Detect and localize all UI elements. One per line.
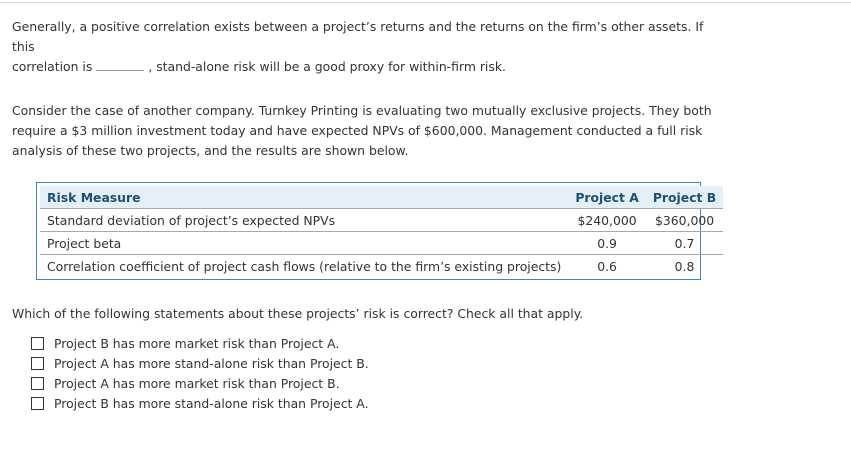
option-3[interactable] [31,373,369,393]
row-label-beta: Project beta [40,232,568,255]
project-a-correlation: 0.6 [597,258,617,274]
project-b-correlation: 0.8 [674,258,695,274]
header-project-b: Project B [646,186,723,209]
row-label-correlation: Correlation coefficient of project cash flows (relative to the firm’s existing projects) [47,258,562,274]
project-a-std-dev: $240,000 [568,209,646,232]
table-row [40,209,723,232]
option-1[interactable] [31,333,369,353]
option-3-label[interactable]: Project A has more market risk than Project B. [54,375,340,391]
header-risk-measure: Risk Measure [40,186,568,209]
option-4[interactable] [31,393,369,413]
project-b-std-dev: $360,000 [646,209,723,232]
intro-line-1: Generally, a positive correlation exists between a project’s returns and the returns on the firm’s other assets. If this [12,19,704,54]
option-4-checkbox[interactable] [31,397,44,410]
answer-options [31,333,369,413]
intro-after-blank: , stand-alone risk will be a good proxy for within-firm risk. [148,59,506,74]
header-project-a: Project A [568,186,646,209]
option-2-label[interactable]: Project A has more stand-alone risk than Project B. [54,355,369,371]
top-divider [0,2,851,3]
correlation-answer-blank[interactable] [96,57,144,71]
risk-table [40,186,723,277]
intro-before-blank: correlation is [12,59,93,74]
risk-table-container [36,182,717,280]
option-4-label[interactable]: Project B has more stand-alone risk than Project A. [54,395,369,411]
table-row [40,232,723,255]
intro-paragraph [12,17,722,77]
project-a-beta: 0.9 [568,232,646,255]
question-prompt: Which of the following statements about these projects’ risk is correct? Check all that apply. [12,306,584,321]
scenario-paragraph: Consider the case of another company. Turnkey Printing is evaluating two mutually exclusive projects. They both require a $3 million investment today and have expected NPVs of $600,000. Management conducted a full risk analysis of these two projects, and the results are shown below. [12,103,712,158]
option-1-checkbox[interactable] [31,337,44,350]
option-2[interactable] [31,353,369,373]
risk-table-header-row [40,186,723,209]
project-b-beta: 0.7 [646,232,723,255]
option-2-checkbox[interactable] [31,357,44,370]
table-row [40,255,723,278]
row-label-std-dev: Standard deviation of project’s expected NPVs [40,209,568,232]
option-3-checkbox[interactable] [31,377,44,390]
option-1-label[interactable]: Project B has more market risk than Project A. [54,335,340,351]
